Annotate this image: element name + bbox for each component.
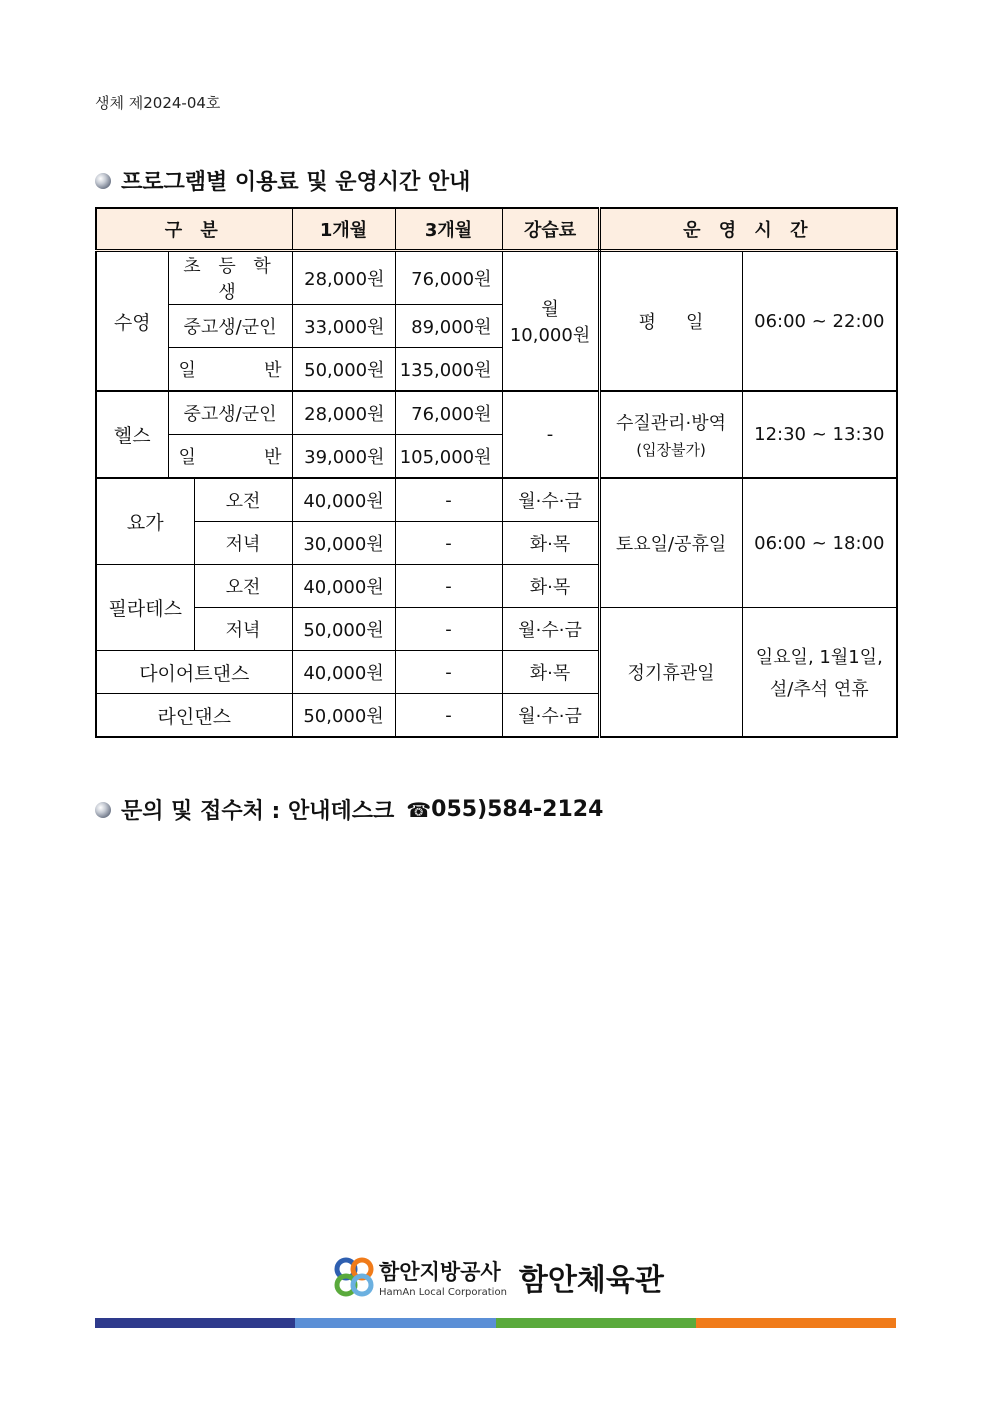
schedule-day <box>599 251 742 392</box>
lesson-fee: 월·수·금 <box>502 694 599 738</box>
category-line-dance: 라인댄스 <box>96 694 292 738</box>
logo-org-korean: 함안지방공사 <box>379 1260 501 1284</box>
price-1month: 50,000원 <box>292 694 395 738</box>
price-1month: 40,000원 <box>292 565 395 608</box>
lesson-fee: - <box>502 391 599 478</box>
schedule-time-line1: 일요일, 1월1일, <box>755 647 883 668</box>
table-row <box>96 478 897 522</box>
contact-heading <box>95 794 603 825</box>
contact-phone: 055)584-2124 <box>431 797 604 822</box>
price-1month: 30,000원 <box>292 522 395 565</box>
price-3month: 76,000원 <box>395 391 502 435</box>
schedule-note: (입장불가) <box>636 441 706 459</box>
bullet-icon <box>95 173 111 189</box>
sub-category: 중고생/군인 <box>168 391 292 435</box>
sub-category <box>168 348 292 392</box>
price-1month: 28,000원 <box>292 391 395 435</box>
logo-org <box>379 1256 507 1298</box>
price-3month: 76,000원 <box>395 251 502 305</box>
logo-org-english: HamAn Local Corporation <box>379 1287 507 1298</box>
price-3month: 89,000원 <box>395 305 502 348</box>
price-1month: 40,000원 <box>292 651 395 694</box>
category-pilates: 필라테스 <box>96 565 194 651</box>
price-3month: - <box>395 694 502 738</box>
lesson-fee <box>502 251 599 392</box>
schedule-time: 12:30 ~ 13:30 <box>742 391 897 478</box>
sub-category: 오전 <box>194 565 292 608</box>
lesson-fee-line2: 10,000원 <box>509 325 591 346</box>
schedule-time: 06:00 ~ 18:00 <box>742 478 897 608</box>
table-header-row <box>96 208 897 251</box>
price-3month: - <box>395 651 502 694</box>
schedule-time-line2: 설/추석 연휴 <box>769 679 869 700</box>
table-row <box>96 608 897 651</box>
sub-category: 저녁 <box>194 522 292 565</box>
price-1month: 39,000원 <box>292 435 395 479</box>
footer-color-bar <box>95 1318 896 1328</box>
table-row <box>96 251 897 305</box>
lesson-fee: 화·목 <box>502 565 599 608</box>
lesson-fee: 월·수·금 <box>502 608 599 651</box>
lesson-fee-line1: 월 <box>541 299 559 320</box>
price-3month: - <box>395 565 502 608</box>
sub-category <box>168 435 292 479</box>
logo-mark-icon <box>333 1256 375 1298</box>
phone-icon: ☎ <box>406 797 432 822</box>
sub-right: 반 <box>264 360 282 381</box>
category-health: 헬스 <box>96 391 168 478</box>
sub-category: 초 등 학 생 <box>168 251 292 305</box>
schedule-day-right: 일 <box>686 312 704 333</box>
price-1month: 50,000원 <box>292 348 395 392</box>
schedule-day-label: 수질관리·방역 <box>616 413 727 434</box>
header-category: 구 분 <box>96 208 292 251</box>
category-diet-dance: 다이어트댄스 <box>96 651 292 694</box>
price-3month: - <box>395 522 502 565</box>
schedule-day-left: 평 <box>638 312 657 333</box>
footer-logo <box>333 1255 664 1299</box>
schedule-day: 정기휴관일 <box>599 608 742 738</box>
document-number: 생체 제2024-04호 <box>95 94 221 112</box>
price-1month: 28,000원 <box>292 251 395 305</box>
logo-center-name: 함안체육관 <box>518 1263 664 1298</box>
color-bar-segment <box>696 1318 896 1328</box>
header-3month: 3개월 <box>395 208 502 251</box>
section-title-text: 프로그램별 이용료 및 운영시간 안내 <box>121 170 471 195</box>
price-3month: 105,000원 <box>395 435 502 479</box>
table-row <box>96 391 897 435</box>
price-1month: 33,000원 <box>292 305 395 348</box>
schedule-time <box>742 608 897 738</box>
sub-right: 반 <box>264 447 282 468</box>
contact-title: 문의 및 접수처 : 안내데스크 <box>121 799 395 824</box>
sub-left: 일 <box>178 447 196 468</box>
bullet-icon <box>95 802 111 818</box>
lesson-fee: 화·목 <box>502 522 599 565</box>
color-bar-segment <box>496 1318 696 1328</box>
lesson-fee: 월·수·금 <box>502 478 599 522</box>
section-title <box>95 165 470 196</box>
schedule-time: 06:00 ~ 22:00 <box>742 251 897 392</box>
sub-category: 중고생/군인 <box>168 305 292 348</box>
price-3month: - <box>395 608 502 651</box>
price-3month: - <box>395 478 502 522</box>
sub-left: 일 <box>178 360 196 381</box>
category-yoga: 요가 <box>96 478 194 565</box>
schedule-day: 토요일/공휴일 <box>599 478 742 608</box>
lesson-fee: 화·목 <box>502 651 599 694</box>
color-bar-segment <box>95 1318 295 1328</box>
fee-table <box>95 207 898 738</box>
sub-category: 오전 <box>194 478 292 522</box>
schedule-day <box>599 391 742 478</box>
sub-category: 저녁 <box>194 608 292 651</box>
price-1month: 50,000원 <box>292 608 395 651</box>
header-lesson-fee: 강습료 <box>502 208 599 251</box>
price-1month: 40,000원 <box>292 478 395 522</box>
price-3month: 135,000원 <box>395 348 502 392</box>
category-swim: 수영 <box>96 251 168 392</box>
header-hours: 운 영 시 간 <box>599 208 897 251</box>
color-bar-segment <box>295 1318 495 1328</box>
header-1month: 1개월 <box>292 208 395 251</box>
